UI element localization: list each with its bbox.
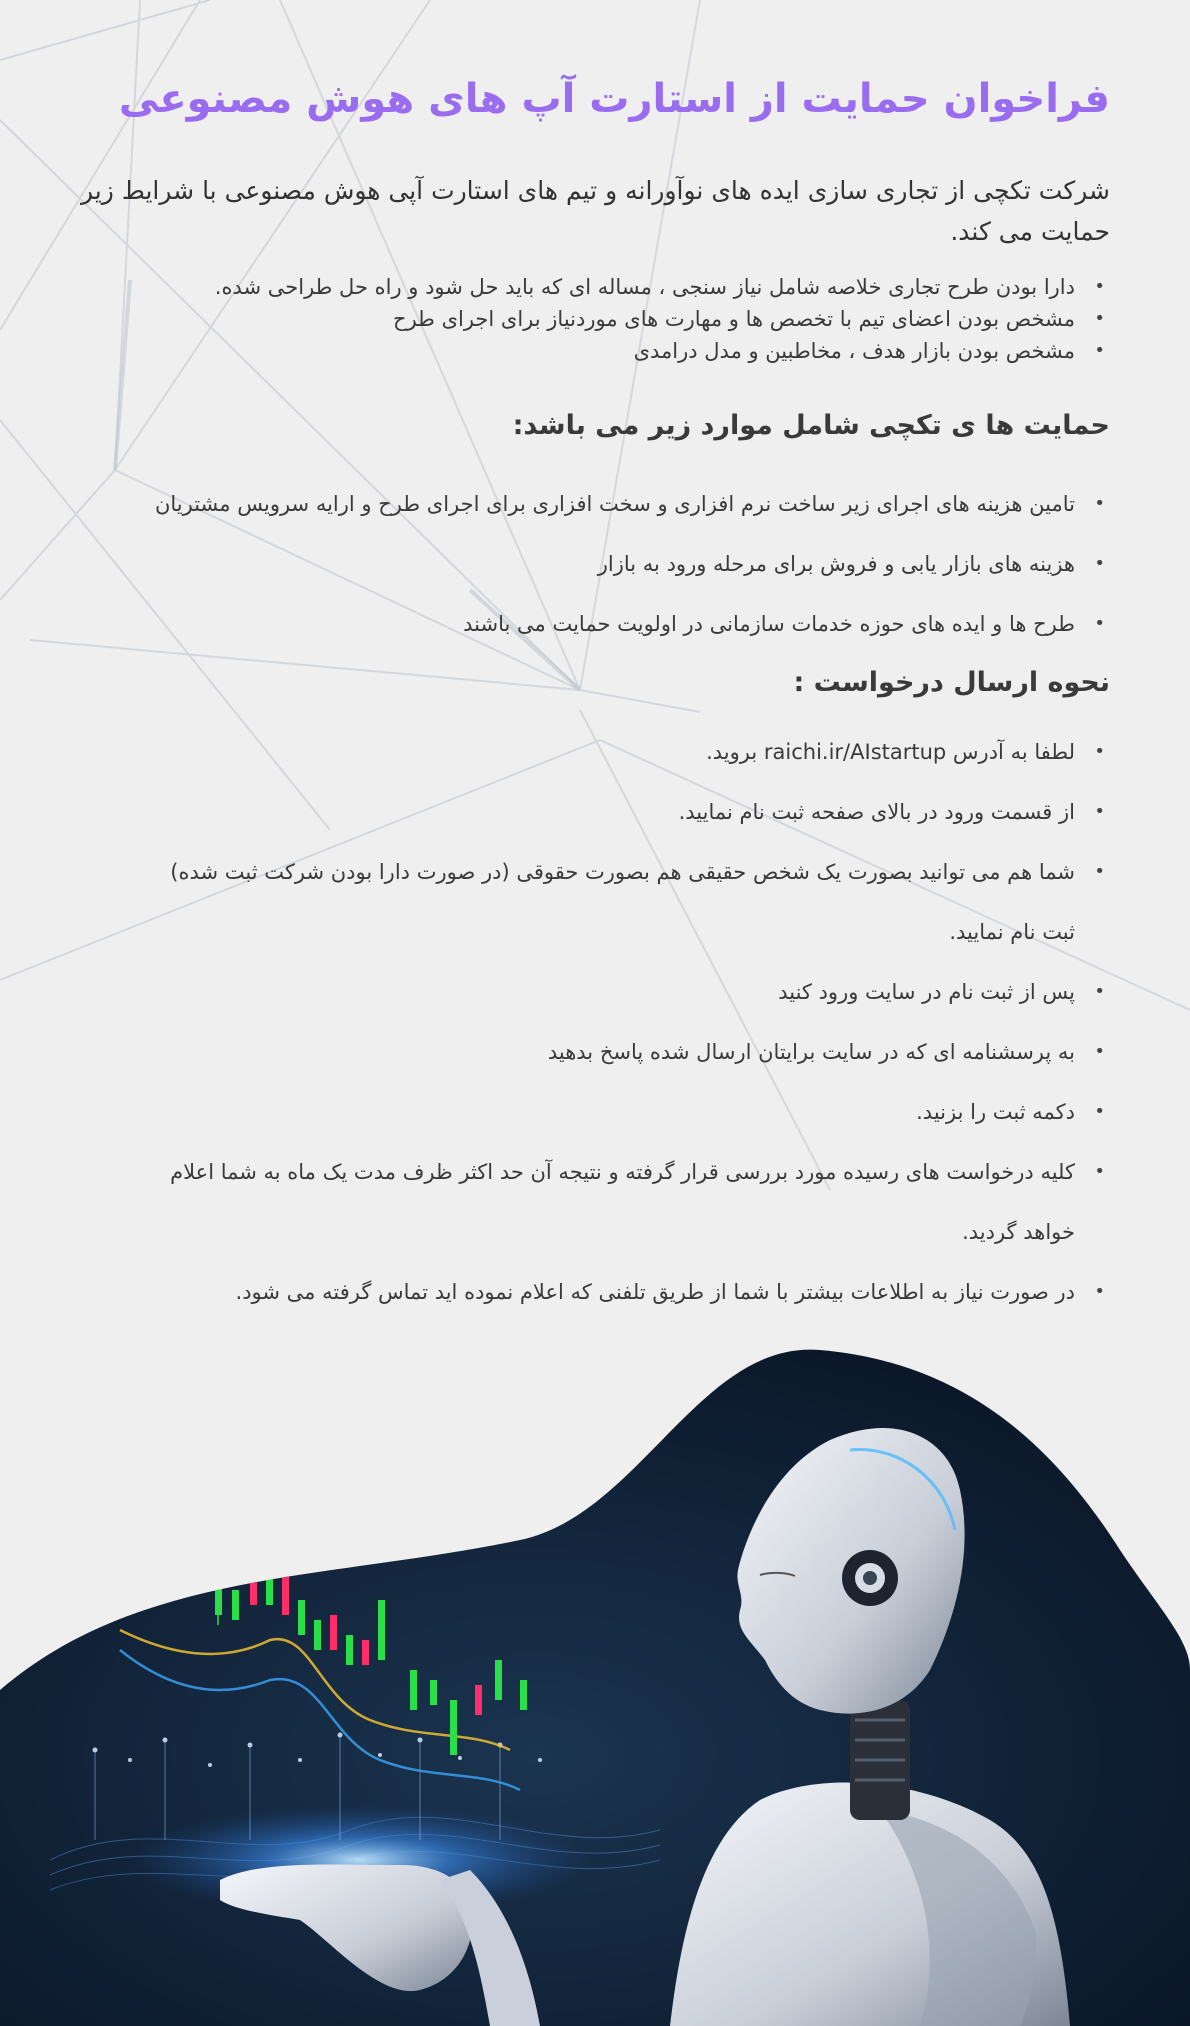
intro-paragraph: شرکت تکچی از تجاری سازی ایده های نوآورانه و تیم های استارت آپی هوش مصنوعی با شرایط زیر حمایت می کند. — [80, 176, 1110, 246]
list-item — [155, 594, 1105, 654]
how-to-apply-heading: نحوه ارسال درخواست : — [793, 667, 1110, 698]
list-item — [214, 271, 1105, 303]
bullet-icon: • — [1094, 861, 1105, 882]
bullet-icon: • — [1094, 981, 1105, 1002]
list-item-text: مشخص بودن اعضای تیم با تخصص ها و مهارت های موردنیاز برای اجرای طرح — [393, 307, 1075, 331]
list-item — [170, 1142, 1105, 1262]
list-item-text: طرح ها و ایده های حوزه خدمات سازمانی در اولویت حمایت می باشند — [463, 612, 1075, 636]
list-item-text: از قسمت ورود در بالای صفحه ثبت نام نمایید. — [678, 800, 1075, 824]
list-item — [170, 1022, 1105, 1082]
bullet-icon: • — [1094, 1281, 1105, 1302]
bullet-icon: • — [1094, 276, 1105, 297]
bullet-icon: • — [1094, 613, 1105, 634]
list-item-text: دارا بودن طرح تجاری خلاصه شامل نیاز سنجی ، مساله ای که باید حل شود و راه حل طراحی شده. — [214, 275, 1075, 299]
bullet-icon: • — [1094, 1101, 1105, 1122]
bullet-icon: • — [1094, 308, 1105, 329]
support-list — [154, 474, 1105, 654]
bullet-icon: • — [1094, 741, 1105, 762]
list-item — [215, 303, 1105, 335]
list-item-text: مشخص بودن بازار هدف ، مخاطبین و مدل درامدی — [633, 339, 1075, 363]
list-item-text: پس از ثبت نام در سایت ورود کنید — [778, 980, 1075, 1004]
list-item-text: به پرسشنامه ای که در سایت برایتان ارسال شده پاسخ بدهید — [547, 1040, 1075, 1064]
list-item — [170, 842, 1105, 962]
support-heading: حمایت ها ی تکچی شامل موارد زیر می باشد: — [512, 410, 1110, 441]
bullet-icon: • — [1094, 340, 1105, 361]
how-to-apply-list — [170, 722, 1105, 1322]
list-item — [215, 335, 1105, 367]
list-item-text: تامین هزینه های اجرای زیر ساخت نرم افزاری و سخت افزاری برای اجرای طرح و ارایه سرویس مشتریان — [154, 492, 1075, 516]
list-item — [170, 1082, 1105, 1142]
list-item-text: شما هم می توانید بصورت یک شخص حقیقی هم بصورت حقوقی (در صورت دارا بودن شرکت ثبت شده) — [170, 860, 1075, 884]
list-item — [155, 534, 1105, 594]
list-item — [170, 782, 1105, 842]
list-item-text: کلیه درخواست های رسیده مورد بررسی قرار گرفته و نتیجه آن حد اکثر ظرف مدت یک ماه به شما اعلام — [170, 1160, 1075, 1184]
list-item-text-continued: خواهد گردید. — [962, 1220, 1075, 1244]
page-title: فراخوان حمایت از استارت آپ های هوش مصنوعی — [118, 76, 1110, 122]
bullet-icon: • — [1094, 493, 1105, 514]
list-item — [170, 722, 1105, 782]
list-item — [154, 474, 1105, 534]
list-item-text-continued: ثبت نام نمایید. — [949, 920, 1075, 944]
list-item-text: لطفا به آدرس raichi.ir/AIstartup بروید. — [706, 740, 1075, 764]
requirements-list — [214, 271, 1105, 367]
list-item-text: دکمه ثبت را بزنید. — [916, 1100, 1075, 1124]
bullet-icon: • — [1094, 553, 1105, 574]
list-item — [170, 1262, 1105, 1322]
bullet-icon: • — [1094, 801, 1105, 822]
list-item-text: در صورت نیاز به اطلاعات بیشتر با شما از طریق تلفنی که اعلام نموده اید تماس گرفته می شود. — [235, 1280, 1075, 1304]
bullet-icon: • — [1094, 1041, 1105, 1062]
list-item-text: هزینه های بازار یابی و فروش برای مرحله ورود به بازار — [597, 552, 1075, 576]
bullet-icon: • — [1094, 1161, 1105, 1182]
robot-illustration-icon — [0, 1340, 1190, 2026]
list-item — [170, 962, 1105, 1022]
